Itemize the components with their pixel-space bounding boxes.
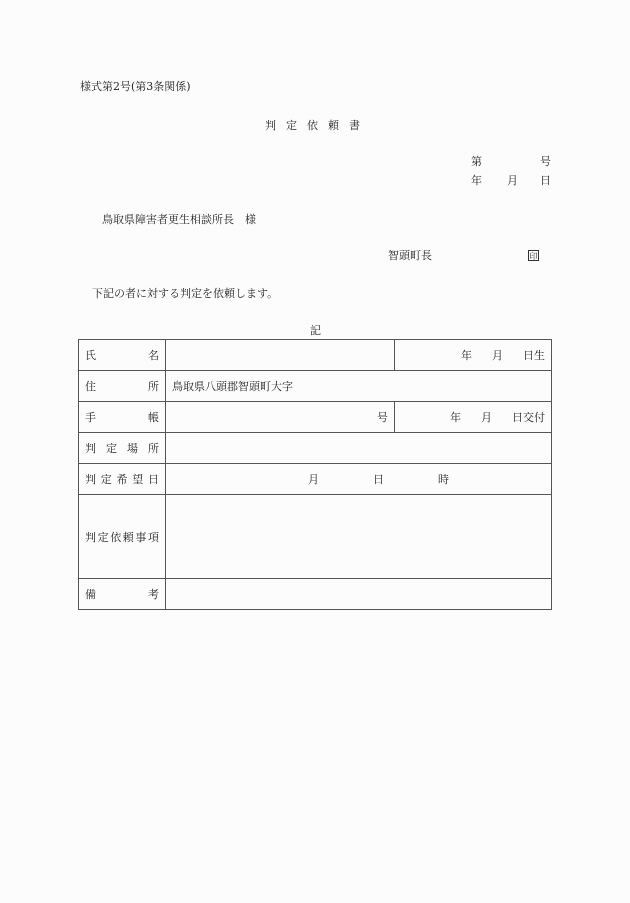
label-address: 住 所 xyxy=(85,380,159,393)
label-remarks: 備 考 xyxy=(85,588,159,601)
row-handbook xyxy=(79,402,552,433)
row-name xyxy=(79,340,552,371)
location-field[interactable] xyxy=(166,433,552,464)
form-number: 様式第2号(第3条関係) xyxy=(80,80,191,93)
label-location: 判 定 場 所 xyxy=(85,442,159,455)
label-handbook: 手 帳 xyxy=(85,411,159,424)
document-title: 判定依頼書 xyxy=(265,119,370,132)
address-field[interactable]: 鳥取県八頭郡智頭町大字 xyxy=(166,371,552,402)
addressee: 鳥取県障害者更生相談所長 様 xyxy=(102,213,256,226)
handbook-issue-date-field[interactable]: 年 月 日交付 xyxy=(395,402,552,433)
ki-heading: 記 xyxy=(310,324,321,337)
birthdate-field[interactable]: 年 月 日生 xyxy=(395,340,552,371)
sender: 智頭町長 xyxy=(388,249,432,262)
remarks-field[interactable] xyxy=(166,579,552,610)
row-remarks xyxy=(79,579,552,610)
handbook-number-field[interactable]: 号 xyxy=(166,402,395,433)
desired-date-field[interactable]: 月 日 時 xyxy=(166,464,552,495)
label-name: 氏 名 xyxy=(85,349,159,362)
request-items-field[interactable] xyxy=(166,495,552,579)
label-desired-date: 判 定 希 望 日 xyxy=(85,473,159,486)
date-day: 日 xyxy=(540,174,551,187)
intro-text: 下記の者に対する判定を依頼します。 xyxy=(92,287,279,300)
date-year: 年 xyxy=(471,174,482,187)
date-month: 月 xyxy=(507,174,518,187)
seal-mark: 印 xyxy=(529,252,538,261)
number-suffix: 号 xyxy=(540,155,551,168)
number-prefix: 第 xyxy=(471,155,482,168)
row-location xyxy=(79,433,552,464)
row-address xyxy=(79,371,552,402)
label-request-items: 判 定 依 頼 事 項 xyxy=(85,530,159,544)
row-request-items xyxy=(79,495,552,579)
row-desired-date xyxy=(79,464,552,495)
name-field[interactable] xyxy=(166,340,395,371)
request-form-table xyxy=(78,339,552,610)
